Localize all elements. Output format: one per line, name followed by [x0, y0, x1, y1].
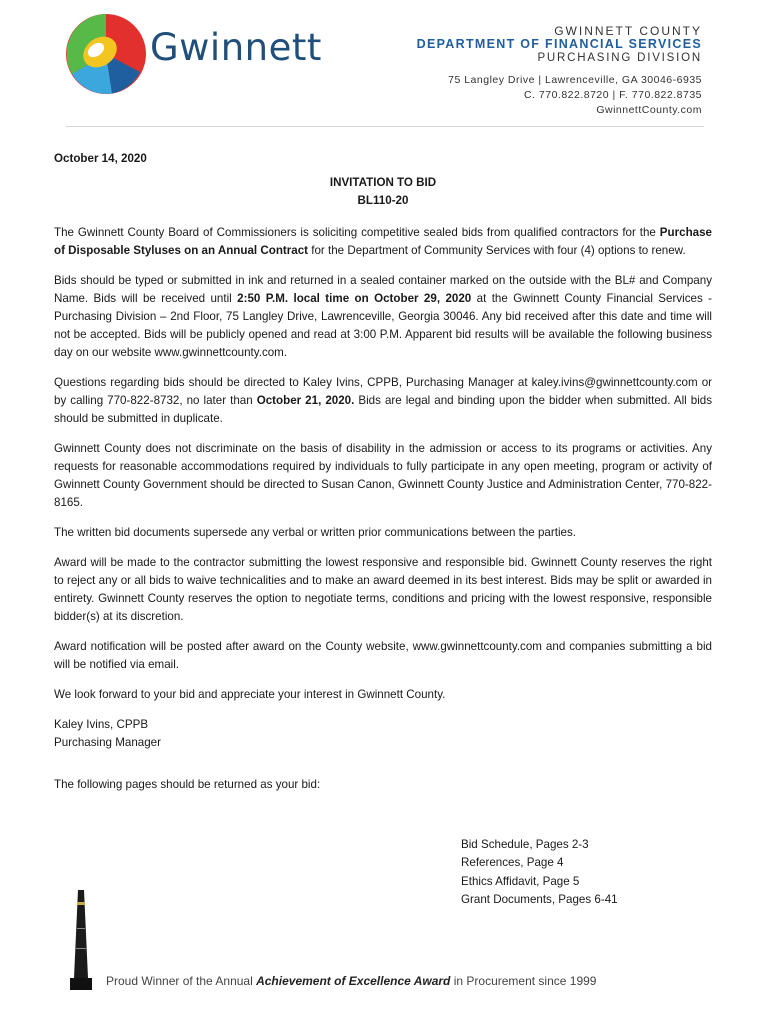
division-name: PURCHASING DIVISION: [537, 52, 702, 64]
list-item: Bid Schedule, Pages 2-3: [461, 838, 589, 851]
street-address: 75 Langley Drive | Lawrenceville, GA 30046-6935: [448, 74, 702, 86]
returns-intro: The following pages should be returned as your bid:: [54, 778, 321, 791]
signature-block: [54, 716, 712, 752]
list-item: Ethics Affidavit, Page 5: [461, 874, 580, 888]
p2-text-b: at the Gwinnett County Financial Services - Purchasing Division – 2nd Floor, 75 Langley Drive, Lawrenceville, Georgia 30046. Any bid received after this date and time will not be accepted. Bids will be publicly opened and read at 3:00 P.M. Apparent bid results will be available the following business day on our website www.gwinnettcounty.com.: [54, 292, 712, 359]
paragraph-intro: [54, 224, 712, 260]
county-name: GWINNETT COUNTY: [554, 24, 702, 38]
website: GwinnettCounty.com: [596, 104, 702, 116]
award-name: Achievement of Excellence Award: [256, 974, 451, 988]
header-divider: [66, 126, 704, 127]
logo-wordmark: Gwinnett: [150, 26, 322, 69]
p3-bold: October 21, 2020.: [256, 394, 355, 407]
paragraph-questions: [54, 374, 712, 428]
award-statement: [106, 974, 596, 988]
p1-text-b: for the Department of Community Services with four (4) options to renew.: [308, 244, 686, 257]
paragraph-closing: We look forward to your bid and appreciate your interest in Gwinnett County.: [54, 688, 446, 701]
signer-title: Purchasing Manager: [54, 736, 161, 749]
letter-body: [54, 150, 712, 806]
award-text-b: in Procurement since 1999: [450, 974, 597, 988]
p1-bold: Purchase of Disposable Styluses on an Annual Contract: [54, 226, 712, 257]
signer-name: Kaley Ivins, CPPB: [54, 718, 149, 731]
p2-bold: 2:50 P.M. local time on October 29, 2020: [237, 292, 472, 305]
p1-text-a: The Gwinnett County Board of Commissioners is soliciting competitive sealed bids from qualified contractors for the: [54, 226, 660, 239]
letter-title: INVITATION TO BID: [329, 176, 437, 189]
paragraph-submission: [54, 272, 712, 362]
department-name: DEPARTMENT OF FINANCIAL SERVICES: [416, 37, 702, 51]
list-item: References, Page 4: [461, 856, 564, 870]
paragraph-supersede: The written bid documents supersede any verbal or written prior communications between the parties.: [54, 526, 576, 539]
p3-text-a: Questions regarding bids should be directed to Kaley Ivins, CPPB, Purchasing Manager at kaley.ivins@gwinnettcounty.com or by calling 770-822-8732, no later than: [54, 376, 712, 407]
phone-fax: C. 770.822.8720 | F. 770.822.8735: [523, 89, 702, 101]
bid-number: BL110-20: [357, 194, 409, 207]
paragraph-award: Award will be made to the contractor submitting the lowest responsive and responsible bid. Gwinnett County reserves the right to reject any or all bids to waive technicalities and to make an award deemed in its best interest. Bids may be split or awarded in entirety. Gwinnett County reserves the option to negotiate terms, conditions and pricing with the lowest responsive, responsible bidder(s) at its discretion.: [54, 556, 712, 623]
p3-text-b: Bids are legal and binding upon the bidder when submitted. All bids should be submitted in duplicate.: [54, 394, 713, 425]
paragraph-notification: Award notification will be posted after award on the County website, www.gwinnettcounty.com and companies submitting a bid will be notified via email.: [54, 640, 712, 671]
award-text-a: Proud Winner of the Annual: [106, 974, 257, 988]
p2-text-a: Bids should be typed or submitted in ink and returned in a sealed container marked on the outside with the BL# and Company Name. Bids will be received until: [54, 274, 712, 305]
paragraph-nondiscrimination: Gwinnett County does not discriminate on the basis of disability in the admission or access to its programs or activities. Any requests for reasonable accommodations required by individuals to fully participate in any open meeting, program or activity of Gwinnett County Government should be directed to Susan Canon, Gwinnett County Justice and Administration Center, 770-822-8165.: [54, 442, 712, 509]
gwinnett-logo-icon: [66, 14, 146, 94]
list-item: Grant Documents, Pages 6-41: [461, 892, 618, 906]
return-documents-list: [461, 836, 618, 909]
letter-date: October 14, 2020: [54, 152, 147, 165]
award-trophy-icon: [66, 888, 96, 990]
